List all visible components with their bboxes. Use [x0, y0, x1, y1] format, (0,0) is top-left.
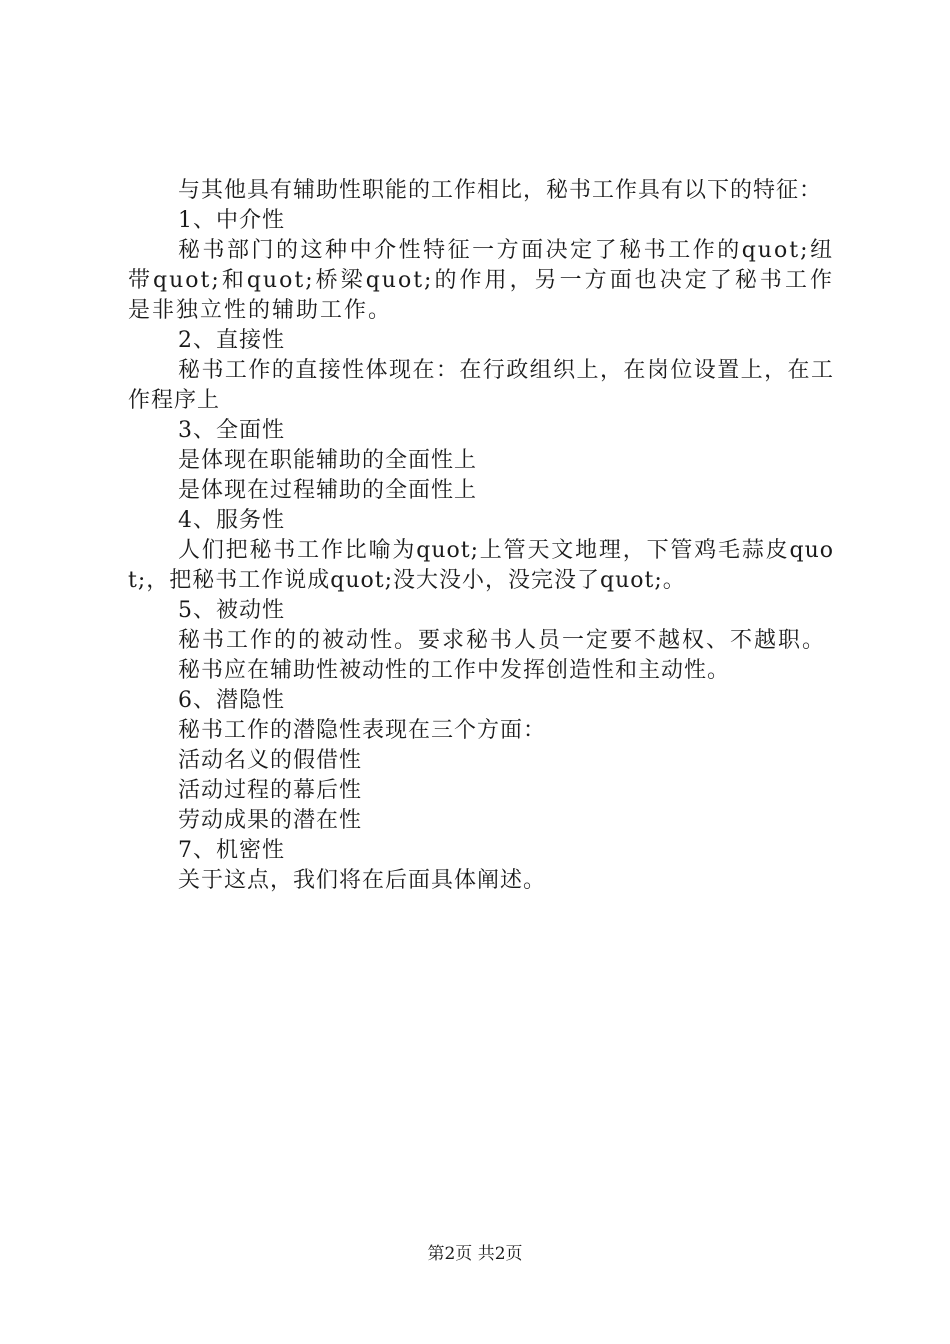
heading-directness: 2、直接性	[178, 328, 285, 353]
heading-comprehensiveness: 3、全面性	[178, 418, 285, 443]
paragraph-service: 人们把秘书工作比喻为quot;上管天文地理，下管鸡毛蒜皮quot;，把秘书工作说成quot;没大没小，没完没了quot;。	[128, 538, 834, 593]
intro-paragraph: 与其他具有辅助性职能的工作相比，秘书工作具有以下的特征：	[178, 178, 823, 203]
paragraph-comprehensiveness-1: 是体现在职能辅助的全面性上	[178, 448, 478, 473]
document-body	[128, 176, 834, 896]
heading-latency: 6、潜隐性	[178, 688, 285, 713]
paragraph-passivity-1: 秘书工作的的被动性。要求秘书人员一定要不越权、不越职。	[178, 628, 827, 653]
paragraph-confidentiality: 关于这点，我们将在后面具体阐述。	[178, 868, 547, 893]
paragraph-latency-intro: 秘书工作的潜隐性表现在三个方面：	[178, 718, 547, 743]
heading-service: 4、服务性	[178, 508, 285, 533]
heading-confidentiality: 7、机密性	[178, 838, 285, 863]
heading-intermediary: 1、中介性	[178, 208, 285, 233]
paragraph-intermediary: 秘书部门的这种中介性特征一方面决定了秘书工作的quot;纽带quot;和quot;桥梁quot;的作用，另一方面也决定了秘书工作是非独立性的辅助工作。	[128, 238, 834, 323]
paragraph-passivity-2: 秘书应在辅助性被动性的工作中发挥创造性和主动性。	[178, 658, 731, 683]
page-number-footer: 第2页 共2页	[427, 1244, 523, 1264]
paragraph-latency-3: 劳动成果的潜在性	[178, 808, 363, 833]
paragraph-latency-2: 活动过程的幕后性	[178, 778, 363, 803]
paragraph-comprehensiveness-2: 是体现在过程辅助的全面性上	[178, 478, 478, 503]
paragraph-latency-1: 活动名义的假借性	[178, 748, 363, 773]
paragraph-directness: 秘书工作的直接性体现在：在行政组织上，在岗位设置上，在工作程序上	[128, 358, 834, 413]
heading-passivity: 5、被动性	[178, 598, 285, 623]
